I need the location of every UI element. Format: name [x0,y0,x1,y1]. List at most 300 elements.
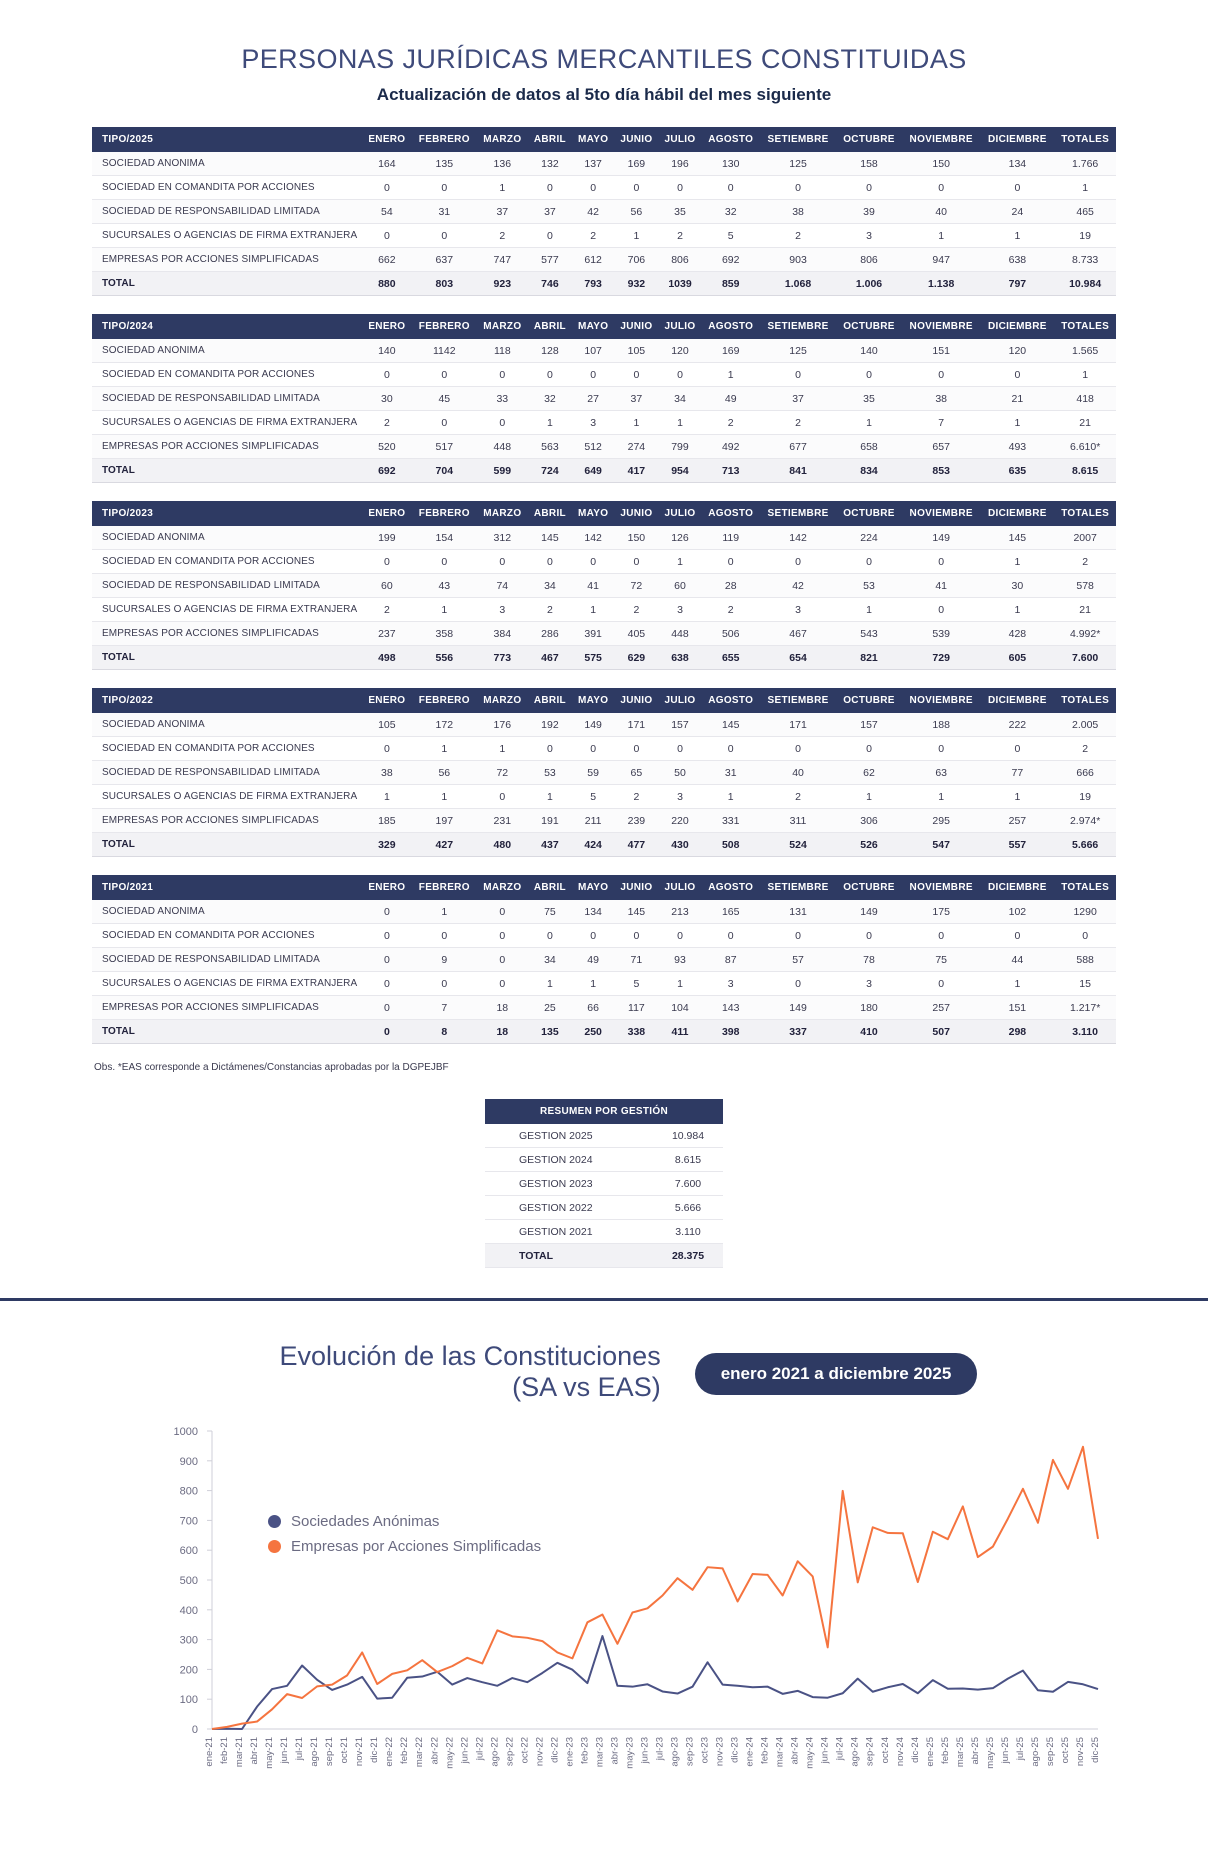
svg-text:300: 300 [179,1634,198,1647]
table-header-month: AGOSTO [701,314,759,339]
row-value: 411 [659,1020,702,1044]
row-label: SOCIEDAD DE RESPONSABILIDAD LIMITADA [92,387,362,411]
table-header-month: SETIEMBRE [760,875,836,900]
svg-text:500: 500 [179,1575,198,1588]
resumen-row [485,1220,723,1244]
row-value: 0 [981,924,1055,948]
resumen-label: GESTION 2022 [485,1196,653,1220]
row-value: 33 [477,387,528,411]
row-value: 0 [412,363,477,387]
row-value: 0 [477,785,528,809]
row-value: 427 [412,833,477,857]
row-value: 1.766 [1054,152,1116,176]
row-value: 0 [902,972,981,996]
row-value: 430 [659,833,702,857]
row-value: 329 [362,833,412,857]
row-value: 834 [836,459,902,483]
svg-text:sep-24: sep-24 [864,1737,876,1767]
row-value: 31 [412,200,477,224]
svg-text:mar-22: mar-22 [414,1737,426,1768]
row-value: 135 [412,152,477,176]
row-value: 880 [362,272,412,296]
svg-text:feb-24: feb-24 [759,1737,771,1765]
row-value: 2 [659,224,702,248]
row-value: 428 [981,622,1055,646]
row-value: 0 [760,176,836,200]
svg-text:jul-23: jul-23 [654,1737,666,1761]
svg-text:jun-21: jun-21 [279,1737,291,1764]
resumen-value: 8.615 [653,1148,723,1172]
row-value: 0 [701,176,759,200]
row-value: 19 [1054,224,1116,248]
row-value: 1 [614,224,658,248]
svg-text:dic-21: dic-21 [369,1737,381,1763]
row-value: 1 [836,785,902,809]
row-value: 125 [760,339,836,363]
row-value: 1 [701,785,759,809]
row-value: 0 [836,550,902,574]
row-value: 0 [902,737,981,761]
svg-text:ene-21: ene-21 [204,1737,215,1767]
table-row [92,435,1116,459]
row-value: 188 [902,713,981,737]
row-value: 105 [362,713,412,737]
row-value: 2 [572,224,614,248]
row-value: 0 [412,972,477,996]
table-header-month: MAYO [572,501,614,526]
row-value: 0 [701,737,759,761]
row-value: 2 [362,598,412,622]
row-value: 2 [1054,737,1116,761]
table-header-month: OCTUBRE [836,501,902,526]
row-value: 0 [760,737,836,761]
svg-text:600: 600 [179,1545,198,1558]
row-value: 75 [528,900,572,924]
row-value: 563 [528,435,572,459]
row-value: 1 [1054,176,1116,200]
row-value: 71 [614,948,658,972]
row-value: 520 [362,435,412,459]
row-value: 0 [760,924,836,948]
svg-text:sep-21: sep-21 [324,1737,336,1767]
table-row [92,574,1116,598]
row-value: 125 [760,152,836,176]
row-value: 5.666 [1054,833,1116,857]
row-value: 9 [412,948,477,972]
table-header-month: ENERO [362,127,412,152]
table-header-month: MAYO [572,127,614,152]
row-value: 286 [528,622,572,646]
table-header-month: MARZO [477,314,528,339]
row-value: 588 [1054,948,1116,972]
row-value: 1 [981,550,1055,574]
row-value: 1.217* [1054,996,1116,1020]
row-value: 40 [760,761,836,785]
row-value: 0 [836,924,902,948]
row-value: 169 [614,152,658,176]
svg-text:100: 100 [179,1694,198,1707]
row-value: 0 [362,550,412,574]
row-value: 53 [528,761,572,785]
svg-text:jul-22: jul-22 [474,1737,486,1761]
row-value: 2 [760,411,836,435]
row-value: 0 [477,948,528,972]
row-value: 199 [362,526,412,550]
row-value: 50 [659,761,702,785]
row-value: 1.138 [902,272,981,296]
row-value: 1039 [659,272,702,296]
row-value: 1 [412,900,477,924]
row-value: 1 [412,737,477,761]
resumen-label: GESTION 2021 [485,1220,653,1244]
row-value: 157 [659,713,702,737]
row-value: 3 [572,411,614,435]
row-value: 2 [362,411,412,435]
footnote: Obs. *EAS corresponde a Dictámenes/Constancias aprobadas por la DGPEJBF [94,1062,449,1073]
row-value: 28 [701,574,759,598]
row-value: 31 [701,761,759,785]
table-header-month: FEBRERO [412,314,477,339]
row-label: SOCIEDAD EN COMANDITA POR ACCIONES [92,550,362,574]
row-value: 19 [1054,785,1116,809]
row-value: 1.068 [760,272,836,296]
row-value: 18 [477,1020,528,1044]
resumen-table [485,1099,723,1268]
table-header-month: ABRIL [528,127,572,152]
table-row [92,224,1116,248]
row-value: 0 [362,737,412,761]
row-value: 526 [836,833,902,857]
resumen-label: GESTION 2025 [485,1124,653,1148]
row-value: 27 [572,387,614,411]
row-value: 0 [614,176,658,200]
row-value: 0 [412,411,477,435]
row-value: 43 [412,574,477,598]
svg-text:ago-24: ago-24 [849,1737,861,1767]
table-header-month: AGOSTO [701,501,759,526]
svg-text:mar-25: mar-25 [954,1737,966,1768]
row-value: 797 [981,272,1055,296]
table-header-month: AGOSTO [701,688,759,713]
table-header-type: TIPO/2023 [92,501,362,526]
row-value: 150 [902,152,981,176]
row-value: 2 [477,224,528,248]
row-value: 0 [760,972,836,996]
row-value: 507 [902,1020,981,1044]
chart-title-line1: Evolución de las Constituciones [279,1341,661,1371]
row-value: 704 [412,459,477,483]
table-row [92,411,1116,435]
svg-text:mar-21: mar-21 [234,1737,246,1768]
resumen-label: GESTION 2023 [485,1172,653,1196]
row-value: 1 [572,598,614,622]
row-label: SOCIEDAD DE RESPONSABILIDAD LIMITADA [92,574,362,598]
row-value: 1 [836,598,902,622]
row-value: 0 [659,924,702,948]
row-value: 1 [528,411,572,435]
row-value: 30 [981,574,1055,598]
row-value: 35 [659,200,702,224]
row-value: 424 [572,833,614,857]
row-label: SOCIEDAD ANONIMA [92,900,362,924]
row-value: 180 [836,996,902,1020]
report-page [0,44,1208,1268]
row-value: 0 [362,996,412,1020]
table-header-month: TOTALES [1054,314,1116,339]
row-label: TOTAL [92,1020,362,1044]
row-value: 145 [981,526,1055,550]
row-value: 274 [614,435,658,459]
row-value: 237 [362,622,412,646]
row-value: 713 [701,459,759,483]
row-value: 1 [614,411,658,435]
row-value: 649 [572,459,614,483]
date-range-badge: enero 2021 a diciembre 2025 [695,1353,978,1395]
row-value: 1 [659,972,702,996]
row-value: 1 [836,411,902,435]
row-value: 5 [614,972,658,996]
table-header-month: MARZO [477,501,528,526]
svg-text:dic-22: dic-22 [549,1737,561,1763]
chart-section [0,1301,1208,1866]
row-label: SUCURSALES O AGENCIAS DE FIRMA EXTRANJERA [92,972,362,996]
row-value: 0 [836,363,902,387]
year-table [92,875,1116,1044]
row-value: 0 [981,176,1055,200]
row-value: 0 [902,550,981,574]
table-header-month: DICIEMBRE [981,127,1055,152]
row-value: 72 [477,761,528,785]
row-value: 0 [412,924,477,948]
row-value: 746 [528,272,572,296]
row-value: 2 [701,411,759,435]
svg-text:jun-24: jun-24 [819,1737,831,1764]
row-label: SOCIEDAD ANONIMA [92,713,362,737]
row-value: 35 [836,387,902,411]
row-value: 0 [528,924,572,948]
row-value: 42 [572,200,614,224]
svg-text:jul-21: jul-21 [294,1737,306,1761]
row-value: 231 [477,809,528,833]
table-row [92,598,1116,622]
row-value: 724 [528,459,572,483]
row-value: 0 [362,948,412,972]
table-row [92,737,1116,761]
table-header-month: JULIO [659,875,702,900]
table-row [92,646,1116,670]
row-value: 60 [659,574,702,598]
page-subtitle: Actualización de datos al 5to día hábil del mes siguiente [376,85,832,104]
resumen-label: GESTION 2024 [485,1148,653,1172]
row-value: 311 [760,809,836,833]
table-header-month: FEBRERO [412,501,477,526]
row-value: 0 [614,363,658,387]
table-header-month: JUNIO [614,314,658,339]
resumen-value: 7.600 [653,1172,723,1196]
row-value: 666 [1054,761,1116,785]
table-row [92,176,1116,200]
row-value: 0 [659,363,702,387]
row-value: 2 [614,598,658,622]
row-value: 467 [528,646,572,670]
row-value: 2.974* [1054,809,1116,833]
table-row [92,1020,1116,1044]
row-value: 405 [614,622,658,646]
row-value: 493 [981,435,1055,459]
row-value: 706 [614,248,658,272]
row-value: 150 [614,526,658,550]
row-value: 191 [528,809,572,833]
svg-text:ene-25: ene-25 [924,1737,936,1767]
svg-text:ago-21: ago-21 [309,1737,321,1767]
svg-text:700: 700 [179,1515,198,1528]
row-value: 93 [659,948,702,972]
table-header-month: ENERO [362,875,412,900]
row-value: 56 [412,761,477,785]
chart-header [92,1335,1116,1403]
resumen-header: RESUMEN POR GESTIÓN [485,1099,723,1124]
table-header-month: TOTALES [1054,501,1116,526]
row-value: 37 [528,200,572,224]
table-header-month: DICIEMBRE [981,688,1055,713]
row-value: 1 [981,224,1055,248]
row-value: 903 [760,248,836,272]
row-value: 0 [659,176,702,200]
table-header-month: FEBRERO [412,688,477,713]
table-header-month: SETIEMBRE [760,501,836,526]
row-value: 1 [659,411,702,435]
row-value: 239 [614,809,658,833]
row-value: 151 [981,996,1055,1020]
row-value: 0 [701,550,759,574]
row-value: 171 [760,713,836,737]
table-header-month: DICIEMBRE [981,501,1055,526]
table-header-month: SETIEMBRE [760,688,836,713]
row-label: TOTAL [92,833,362,857]
row-value: 120 [981,339,1055,363]
table-row [92,900,1116,924]
row-value: 131 [760,900,836,924]
row-value: 8.615 [1054,459,1116,483]
svg-text:400: 400 [179,1604,198,1617]
row-value: 747 [477,248,528,272]
row-value: 21 [981,387,1055,411]
table-header-month: JUNIO [614,127,658,152]
table-header-month: TOTALES [1054,688,1116,713]
row-value: 57 [760,948,836,972]
row-value: 0 [614,924,658,948]
resumen-value: 28.375 [653,1244,723,1268]
legend-item-eas [268,1538,541,1555]
row-value: 0 [614,550,658,574]
row-value: 2007 [1054,526,1116,550]
row-value: 18 [477,996,528,1020]
row-value: 158 [836,152,902,176]
row-value: 1 [477,737,528,761]
row-value: 923 [477,272,528,296]
row-value: 4.992* [1054,622,1116,646]
resumen-value: 3.110 [653,1220,723,1244]
row-value: 806 [659,248,702,272]
row-value: 384 [477,622,528,646]
row-value: 1 [659,550,702,574]
row-value: 3 [760,598,836,622]
table-row [92,833,1116,857]
row-value: 41 [902,574,981,598]
row-value: 77 [981,761,1055,785]
table-header-month: ABRIL [528,314,572,339]
svg-text:abr-25: abr-25 [969,1737,981,1765]
row-value: 331 [701,809,759,833]
row-value: 0 [528,176,572,200]
row-value: 0 [412,550,477,574]
row-value: 120 [659,339,702,363]
table-header-month: SETIEMBRE [760,127,836,152]
row-value: 932 [614,272,658,296]
row-value: 0 [572,737,614,761]
row-value: 1 [477,176,528,200]
row-value: 729 [902,646,981,670]
svg-text:200: 200 [179,1664,198,1677]
resumen-row [485,1244,723,1268]
row-value: 1 [981,785,1055,809]
row-value: 853 [902,459,981,483]
row-value: 337 [760,1020,836,1044]
table-header-month: NOVIEMBRE [902,127,981,152]
row-value: 0 [528,550,572,574]
row-value: 841 [760,459,836,483]
row-label: EMPRESAS POR ACCIONES SIMPLIFICADAS [92,248,362,272]
row-value: 257 [981,809,1055,833]
row-value: 49 [572,948,614,972]
row-value: 577 [528,248,572,272]
row-value: 145 [614,900,658,924]
svg-text:abr-21: abr-21 [249,1737,261,1765]
svg-text:jun-23: jun-23 [639,1737,651,1764]
table-row [92,761,1116,785]
row-value: 1 [412,598,477,622]
row-value: 658 [836,435,902,459]
row-value: 1 [1054,363,1116,387]
row-value: 3.110 [1054,1020,1116,1044]
row-value: 140 [362,339,412,363]
table-header-month: JUNIO [614,875,658,900]
row-value: 0 [528,737,572,761]
legend-dot-sa [268,1515,281,1528]
row-value: 512 [572,435,614,459]
row-value: 134 [572,900,614,924]
row-value: 53 [836,574,902,598]
row-value: 1 [981,411,1055,435]
row-value: 10.984 [1054,272,1116,296]
svg-text:feb-22: feb-22 [399,1737,411,1765]
row-value: 257 [902,996,981,1020]
row-value: 0 [659,737,702,761]
row-value: 547 [902,833,981,857]
row-label: EMPRESAS POR ACCIONES SIMPLIFICADAS [92,809,362,833]
table-header-month: NOVIEMBRE [902,688,981,713]
row-value: 654 [760,646,836,670]
table-header-month: JULIO [659,501,702,526]
row-value: 410 [836,1020,902,1044]
row-label: TOTAL [92,272,362,296]
row-label: SOCIEDAD DE RESPONSABILIDAD LIMITADA [92,200,362,224]
chart-legend [268,1513,541,1563]
row-value: 25 [528,996,572,1020]
row-value: 3 [659,785,702,809]
row-value: 30 [362,387,412,411]
row-label: EMPRESAS POR ACCIONES SIMPLIFICADAS [92,996,362,1020]
